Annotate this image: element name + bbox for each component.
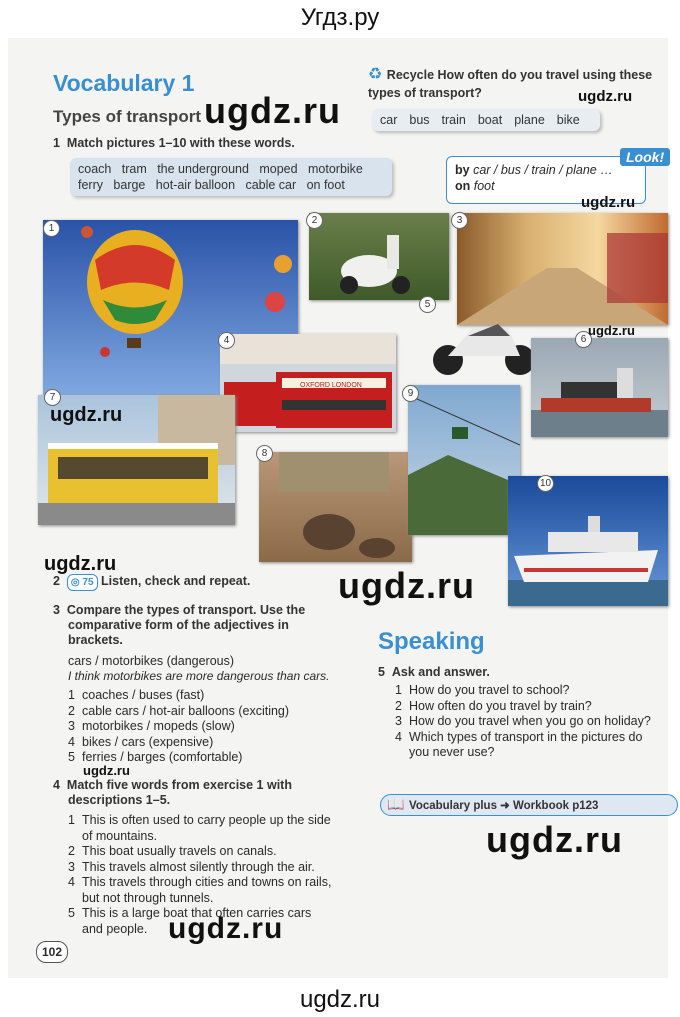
list-item: 2 This boat usually travels on canals. bbox=[68, 844, 277, 858]
ex2-instruction bbox=[53, 574, 250, 591]
picture-number: 10 bbox=[537, 475, 554, 492]
picture-number: 4 bbox=[218, 332, 235, 349]
picture-number: 1 bbox=[43, 220, 60, 237]
ex3-instruction bbox=[53, 603, 353, 648]
picture-ferry bbox=[508, 476, 668, 606]
speaking-title: Speaking bbox=[378, 628, 485, 655]
bus-illustration bbox=[220, 334, 396, 432]
watermark: ugdz.ru bbox=[486, 819, 623, 860]
ferry-illustration bbox=[508, 476, 668, 606]
recycle-word: plane bbox=[514, 113, 545, 127]
ex4-instruction bbox=[53, 778, 353, 808]
ex5-instruction bbox=[378, 665, 490, 680]
list-item: 3 motorbikes / mopeds (slow) bbox=[68, 719, 235, 733]
picture-motorbike bbox=[428, 306, 538, 378]
vocabulary-plus-link[interactable]: Vocabulary plus ➜ Workbook p123 bbox=[409, 800, 599, 812]
picture-coach bbox=[220, 334, 396, 432]
look-keyword: by bbox=[455, 163, 470, 177]
list-item: 2 How often do you travel by train? bbox=[395, 698, 592, 713]
picture-number: 3 bbox=[451, 212, 468, 229]
ex2-number: 2 bbox=[53, 574, 60, 588]
page-title: Vocabulary 1 bbox=[53, 70, 195, 96]
barge-illustration bbox=[531, 338, 668, 437]
site-footer: ugdz.ru bbox=[299, 986, 381, 1013]
page-number: 102 bbox=[36, 941, 68, 963]
ex4-text: Match five words from exercise 1 with bbox=[66, 778, 292, 792]
ex3-text: comparative form of the adjectives in bbox=[68, 618, 289, 632]
ex3-list bbox=[68, 688, 289, 766]
ex1-word-box bbox=[70, 158, 392, 196]
ex1-instruction bbox=[53, 136, 295, 151]
book-icon: 📖 bbox=[387, 796, 405, 812]
watermark: ugdz.ru bbox=[578, 88, 633, 105]
list-item: 1 coaches / buses (fast) bbox=[68, 688, 205, 702]
watermark: ugdz.ru bbox=[83, 763, 130, 778]
ex1-words-row: ferry barge hot-air balloon cable car on foot bbox=[78, 178, 345, 192]
list-item-cont: but not through tunnels. bbox=[82, 890, 214, 905]
list-item-cont: of mountains. bbox=[82, 828, 158, 843]
ex3-example: cars / motorbikes (dangerous) bbox=[68, 654, 235, 668]
look-tag: Look! bbox=[620, 148, 670, 166]
textbook-page bbox=[8, 38, 668, 978]
ex3-text: brackets. bbox=[68, 633, 123, 647]
recycle-words bbox=[372, 109, 600, 131]
site-title: Угдз.ру bbox=[300, 4, 380, 31]
list-item: 5 ferries / barges (comfortable) bbox=[68, 750, 243, 764]
watermark: ugdz.ru bbox=[588, 323, 635, 338]
walking-illustration bbox=[259, 452, 412, 562]
recycle-word: boat bbox=[477, 113, 503, 127]
watermark: ugdz.ru bbox=[581, 194, 636, 211]
list-item-cont: and people. bbox=[82, 921, 148, 936]
ex3-text: Compare the types of transport. Use the bbox=[66, 603, 306, 617]
moped-illustration bbox=[309, 213, 449, 300]
watermark: ugdz.ru bbox=[168, 912, 284, 945]
audio-track-icon[interactable]: ◎ 75 bbox=[67, 574, 98, 591]
list-item: 3 How do you travel when you go on holiday? bbox=[395, 714, 651, 728]
speaking-list bbox=[395, 683, 670, 761]
ex5-text: Ask and answer. bbox=[391, 665, 490, 679]
vocabulary-plus-bar[interactable] bbox=[380, 794, 678, 816]
look-line: foot bbox=[470, 179, 495, 193]
cable-car-illustration bbox=[408, 385, 520, 535]
ex4-text: descriptions 1–5. bbox=[68, 793, 171, 807]
picture-barge bbox=[531, 338, 668, 437]
list-item: 4 bikes / cars (expensive) bbox=[68, 734, 214, 749]
watermark: ugdz.ru bbox=[204, 90, 341, 131]
picture-number: 9 bbox=[402, 385, 419, 402]
recycle-icon: ♻ bbox=[368, 66, 383, 83]
picture-number: 2 bbox=[306, 212, 323, 229]
look-keyword: on bbox=[455, 179, 471, 193]
recycle-text: Recycle How often do you travel using these types of transport? bbox=[368, 68, 653, 100]
picture-on-foot bbox=[259, 452, 412, 562]
ex3-example-answer: I think motorbikes are more dangerous than cars. bbox=[68, 669, 330, 683]
recycle-word: train bbox=[441, 113, 466, 127]
list-item: 1 This is often used to carry people up the side bbox=[68, 813, 331, 827]
picture-number: 8 bbox=[256, 445, 273, 462]
recycle-word: car bbox=[380, 113, 398, 127]
list-item: 4 Which types of transport in the pictures do bbox=[395, 729, 643, 744]
watermark: ugdz.ru bbox=[50, 404, 123, 426]
ex3-number: 3 bbox=[53, 603, 60, 617]
picture-number: 5 bbox=[419, 296, 436, 313]
ex2-text: Listen, check and repeat. bbox=[101, 574, 251, 588]
watermark: ugdz.ru bbox=[44, 553, 117, 575]
picture-cable-car bbox=[408, 385, 520, 535]
ex5-number: 5 bbox=[378, 665, 385, 679]
ex1-words-row: coach tram the underground moped motorbike bbox=[78, 162, 363, 176]
recycle-word: bike bbox=[556, 113, 580, 127]
watermark: ugdz.ru bbox=[338, 565, 475, 606]
ex4-number: 4 bbox=[53, 778, 60, 792]
look-line: car / bus / train / plane … bbox=[469, 163, 613, 177]
motorbike-illustration bbox=[428, 306, 538, 378]
picture-number: 6 bbox=[575, 331, 592, 348]
ex1-text: Match pictures 1–10 with these words. bbox=[66, 136, 295, 150]
recycle-word: bus bbox=[409, 113, 430, 127]
picture-moped bbox=[309, 213, 449, 300]
ex1-number: 1 bbox=[53, 136, 60, 150]
list-item: 3 This travels almost silently through the air. bbox=[68, 859, 315, 874]
picture-number: 7 bbox=[44, 389, 61, 406]
track-number: 75 bbox=[82, 577, 94, 588]
list-item: 4 This travels through cities and towns on rails, bbox=[68, 875, 332, 889]
list-item: 1 How do you travel to school? bbox=[395, 683, 570, 697]
list-item: 5 This is a large boat that often carries cars bbox=[68, 906, 312, 920]
list-item-cont: you never use? bbox=[409, 745, 495, 759]
list-item: 2 cable cars / hot-air balloons (exciting) bbox=[68, 703, 290, 718]
section-subtitle: Types of transport bbox=[53, 107, 201, 126]
bus-sign: OXFORD LONDON bbox=[300, 382, 362, 389]
